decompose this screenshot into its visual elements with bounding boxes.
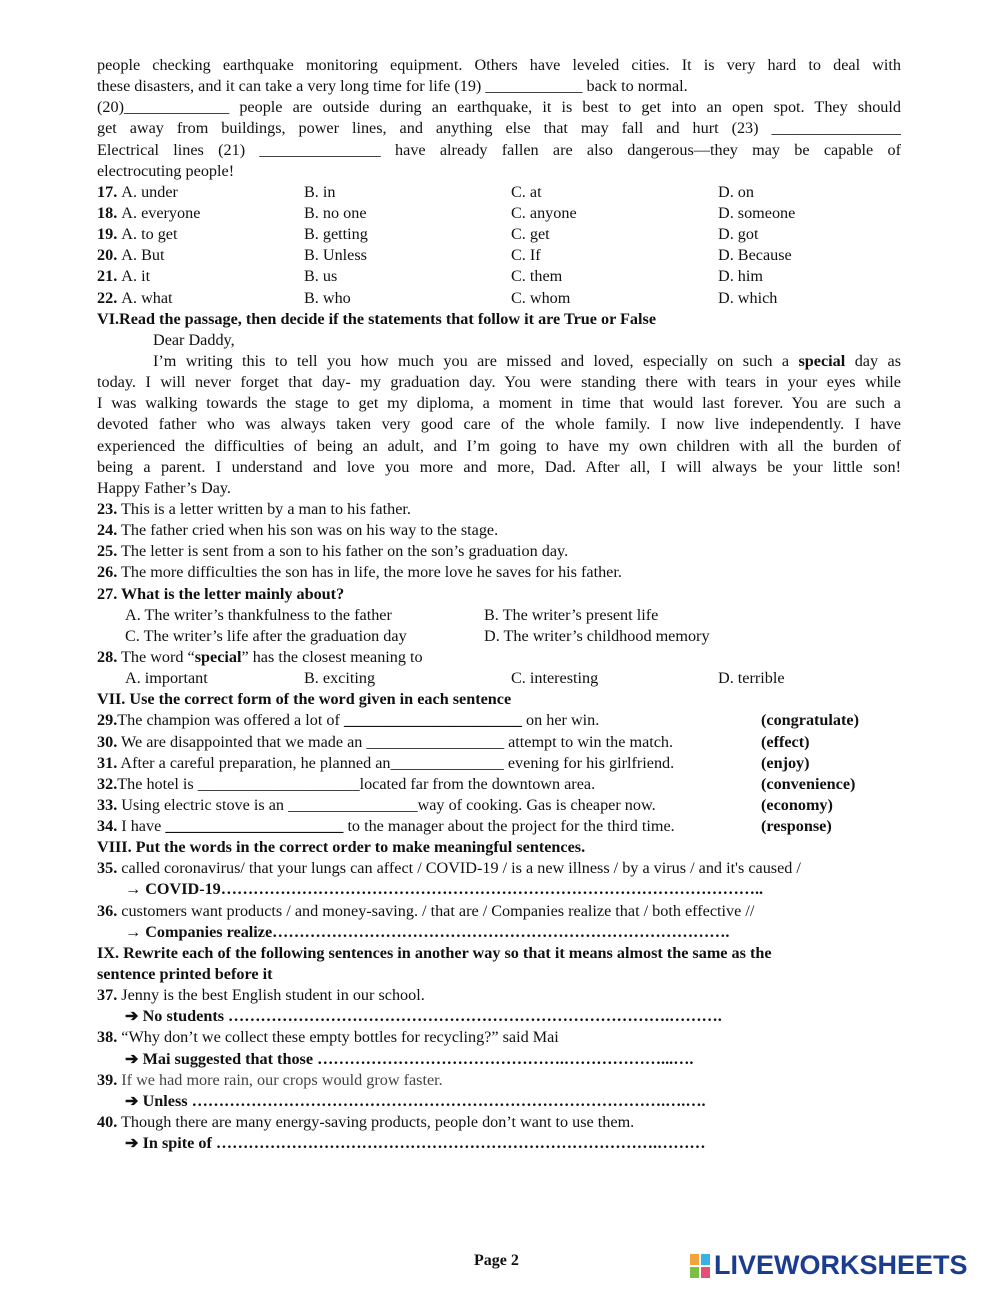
option-b[interactable]: B. exciting: [304, 669, 376, 688]
section-heading: IX. Rewrite each of the following sentences in another way so that it means almost the same as the: [97, 943, 772, 962]
q27-options-row: [97, 605, 901, 626]
keyword-special: special: [798, 351, 846, 370]
answer-blank[interactable]: ________________: [288, 795, 418, 814]
option-d[interactable]: D. which: [718, 288, 778, 307]
option-a[interactable]: A. to get: [121, 225, 178, 244]
word-hint: (convenience): [761, 774, 856, 793]
tf-statement[interactable]: 23. This is a letter written by a man to his father.: [97, 499, 411, 518]
letter-greeting: Dear Daddy,: [153, 330, 235, 349]
passage-line: these disasters, and it can take a very long time for life (19) ____________ back to normal.: [97, 77, 688, 96]
passage-line: Electrical lines (21) _______________ have already fallen are also dangerous—they may be capable of: [97, 140, 901, 159]
answer-blank[interactable]: ______________: [390, 753, 504, 772]
option-a[interactable]: A. important: [125, 669, 208, 688]
question-number: 18.: [97, 203, 118, 222]
logo-icon: [690, 1254, 710, 1278]
word-form-item: 29.The champion was offered a lot of ______________________ on her win. (congratulate): [97, 710, 901, 731]
liveworksheets-logo[interactable]: [690, 1250, 968, 1281]
answer-line[interactable]: ➔ Unless …………………………………………………………………………….….….: [125, 1091, 706, 1110]
letter-line: I’m writing this to tell you how much you are missed and loved, especially on such a special day as: [153, 351, 901, 370]
word-form-item: 31. After a careful preparation, he planned an______________ evening for his girlfriend. (enjoy): [97, 753, 901, 774]
option-d[interactable]: D. Because: [718, 246, 792, 265]
option-a[interactable]: A. But: [121, 246, 165, 265]
reorder-question: 35. called coronavirus/ that your lungs can affect / COVID-19 / is a new illness / by a virus / and it's caused /: [97, 859, 801, 878]
option-c[interactable]: C. at: [511, 182, 542, 201]
question-number: 21.: [97, 267, 118, 286]
answer-line[interactable]: → Companies realize………………………………………………………………………….: [125, 922, 730, 941]
option-c[interactable]: C. whom: [511, 288, 571, 307]
letter-line: experienced the difficulties of being an adult, and I’m going to have my own children with all the burden of: [97, 436, 901, 455]
answer-line[interactable]: ➔ Mai suggested that those ……………………………………….………………...….: [125, 1049, 694, 1068]
option-b[interactable]: B. who: [304, 288, 351, 307]
answer-line[interactable]: → COVID-19………………………………………………………………………………………..: [125, 880, 764, 899]
word-form-item: 32.The hotel is ____________________located far from the downtown area. (convenience): [97, 774, 901, 795]
letter-line: today. I will never forget that day- my graduation day. You were standing there with tears in your eyes while: [97, 373, 901, 392]
mc-question: [97, 203, 901, 224]
question-28: 28. The word “special” has the closest meaning to: [97, 647, 423, 666]
question-number: 20.: [97, 246, 118, 265]
passage-line: get away from buildings, power lines, and anything else that may fall and hurt (23) ________________: [97, 119, 901, 138]
q27-options-row: [97, 626, 901, 647]
option-c[interactable]: C. anyone: [511, 203, 577, 222]
letter-line: Happy Father’s Day.: [97, 478, 231, 497]
question-number: 22.: [97, 288, 118, 307]
word-hint: (effect): [761, 732, 810, 751]
answer-blank[interactable]: ____________________: [197, 774, 360, 793]
option-d[interactable]: D. got: [718, 225, 759, 244]
passage-line: (20)_____________ people are outside during an earthquake, it is best to get into an open spot. They should: [97, 98, 901, 117]
mc-question: [97, 224, 901, 245]
option-b[interactable]: B. Unless: [304, 246, 367, 265]
page-number: Page 2: [474, 1252, 519, 1269]
option-b[interactable]: B. no one: [304, 203, 367, 222]
word-form-item: 33. Using electric stove is an ________________way of cooking. Gas is cheaper now. (economy): [97, 795, 901, 816]
question-number: 19.: [97, 225, 118, 244]
mc-question: [97, 245, 901, 266]
option-d[interactable]: D. on: [718, 182, 754, 201]
answer-blank[interactable]: ______________________: [165, 817, 344, 836]
answer-blank[interactable]: _________________: [366, 732, 505, 751]
tf-statement[interactable]: 26. The more difficulties the son has in life, the more love he saves for his father.: [97, 563, 622, 582]
option-c[interactable]: C. The writer’s life after the graduation day: [125, 626, 407, 645]
q28-options-row: [97, 668, 901, 689]
mc-question: [97, 266, 901, 287]
reorder-question: 36. customers want products / and money-saving. / that are / Companies realize that / both effective //: [97, 901, 755, 920]
option-c[interactable]: C. If: [511, 246, 541, 265]
option-d[interactable]: D. The writer’s childhood memory: [484, 626, 710, 645]
section-heading: VII. Use the correct form of the word given in each sentence: [97, 690, 512, 709]
option-c[interactable]: C. them: [511, 267, 563, 286]
word-hint: (response): [761, 817, 832, 836]
option-c[interactable]: C. get: [511, 225, 550, 244]
rewrite-question: 37. Jenny is the best English student in our school.: [97, 986, 425, 1005]
mc-question: [97, 288, 901, 309]
letter-line: I was walking towards the stage to get my diploma, a moment in time that would last forever. You are such a: [97, 394, 901, 413]
question-number: 17.: [97, 182, 118, 201]
option-a[interactable]: A. it: [121, 267, 151, 286]
word-hint: (congratulate): [761, 711, 859, 730]
worksheet-page: [97, 55, 901, 1154]
letter-line: being a parent. I understand and love you more and more, Dad. After all, I will always be your little son!: [97, 457, 901, 476]
option-a[interactable]: A. The writer’s thankfulness to the father: [125, 605, 392, 624]
section-heading-cont: sentence printed before it: [97, 965, 273, 984]
option-a[interactable]: A. what: [121, 288, 173, 307]
section-heading: VIII. Put the words in the correct order to make meaningful sentences.: [97, 838, 586, 857]
answer-blank[interactable]: ______________________: [343, 711, 522, 730]
rewrite-question: 39. If we had more rain, our crops would grow faster.: [97, 1070, 443, 1089]
option-a[interactable]: A. under: [121, 182, 178, 201]
passage-line: electrocuting people!: [97, 161, 235, 180]
section-heading: VI.Read the passage, then decide if the statements that follow it are True or False: [97, 309, 657, 328]
option-d[interactable]: D. someone: [718, 203, 796, 222]
option-a[interactable]: A. everyone: [121, 203, 201, 222]
rewrite-question: 40. Though there are many energy-saving products, people don’t want to use them.: [97, 1113, 635, 1132]
option-b[interactable]: B. in: [304, 182, 336, 201]
tf-statement[interactable]: 24. The father cried when his son was on his way to the stage.: [97, 521, 499, 540]
tf-statement[interactable]: 25. The letter is sent from a son to his father on the son’s graduation day.: [97, 542, 569, 561]
answer-line[interactable]: ➔ No students ……………………………………………………………………….……….: [125, 1007, 722, 1026]
option-d[interactable]: D. terrible: [718, 669, 785, 688]
letter-line: devoted father who was always taken very good care of the whole family. I now live independently. I have: [97, 415, 901, 434]
answer-line[interactable]: ➔ In spite of ……………………………………………………………………….………: [125, 1134, 706, 1153]
option-b[interactable]: B. us: [304, 267, 338, 286]
option-d[interactable]: D. him: [718, 267, 763, 286]
option-b[interactable]: B. The writer’s present life: [484, 605, 659, 624]
word-form-item: 30. We are disappointed that we made an _________________ attempt to win the match. (effect): [97, 732, 901, 753]
word-hint: (enjoy): [761, 753, 810, 772]
option-b[interactable]: B. getting: [304, 225, 368, 244]
mc-question: [97, 182, 901, 203]
question-27: 27. What is the letter mainly about?: [97, 584, 345, 603]
word-hint: (economy): [761, 795, 833, 814]
rewrite-question: 38. “Why don’t we collect these empty bottles for recycling?” said Mai: [97, 1028, 559, 1047]
option-c[interactable]: C. interesting: [511, 669, 599, 688]
logo-text: LIVEWORKSHEETS: [714, 1250, 968, 1280]
passage-line: people checking earthquake monitoring equipment. Others have leveled cities. It is very hard to deal with: [97, 56, 901, 74]
word-form-item: 34. I have ______________________ to the manager about the project for the third time. (response): [97, 816, 901, 837]
